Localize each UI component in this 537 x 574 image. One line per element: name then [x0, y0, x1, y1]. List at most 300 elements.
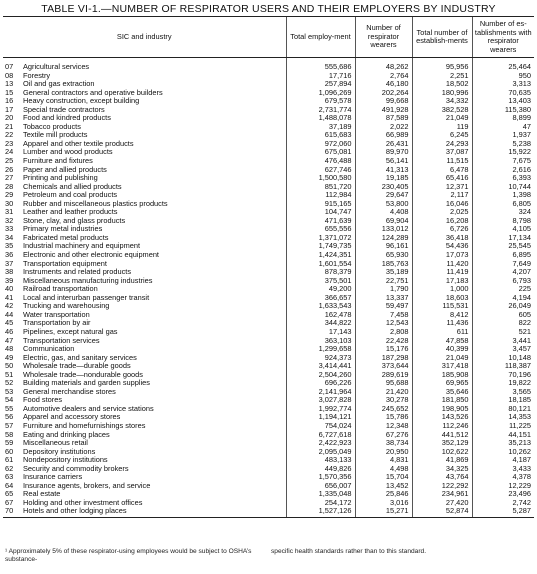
respirator-wearers-cell: 1,790	[355, 285, 412, 294]
establishments-with-wearers-cell: 3,433	[472, 465, 534, 474]
employment-cell: 915,165	[286, 200, 355, 209]
sic-code: 07	[5, 62, 14, 71]
sic-industry-cell	[3, 388, 286, 397]
table-row	[3, 208, 534, 217]
establishments-with-wearers-cell: 11,225	[472, 422, 534, 431]
table-row	[3, 294, 534, 303]
establishments-cell: 43,764	[412, 473, 472, 482]
sic-industry-cell	[3, 465, 286, 474]
establishments-cell: 37,087	[412, 148, 472, 157]
establishments-cell: 198,905	[412, 405, 472, 414]
sic-code: 31	[5, 208, 14, 217]
industry-name: Primary metal industries	[23, 225, 103, 234]
sic-industry-cell	[3, 431, 286, 440]
employment-cell: 1,299,658	[286, 345, 355, 354]
sic-code: 56	[5, 413, 14, 422]
col-header-establishments: Total number of establish-ments	[412, 17, 472, 58]
establishments-cell: 24,293	[412, 140, 472, 149]
respirator-wearers-cell: 59,497	[355, 302, 412, 311]
table-row	[3, 337, 534, 346]
employment-cell: 483,133	[286, 456, 355, 465]
industry-name: Miscellaneous manufacturing industries	[23, 276, 153, 285]
establishments-cell: 18,502	[412, 80, 472, 89]
respirator-wearers-cell: 2,022	[355, 123, 412, 132]
sic-industry-cell	[3, 482, 286, 491]
establishments-with-wearers-cell: 4,105	[472, 225, 534, 234]
industry-name: Apparel and other textile products	[23, 139, 134, 148]
establishments-cell: 21,049	[412, 114, 472, 123]
sic-industry-cell	[3, 345, 286, 354]
sic-code: 55	[5, 404, 14, 413]
establishments-with-wearers-cell: 35,213	[472, 439, 534, 448]
establishments-cell: 27,420	[412, 499, 472, 508]
sic-code: 46	[5, 327, 14, 336]
table-row	[3, 319, 534, 328]
employment-cell: 1,527,126	[286, 507, 355, 517]
employment-cell: 17,716	[286, 72, 355, 81]
sic-code: 49	[5, 353, 14, 362]
establishments-cell: 6,478	[412, 166, 472, 175]
sic-industry-cell	[3, 234, 286, 243]
industry-name: Eating and drinking places	[23, 430, 110, 439]
industry-name: Furniture and fixtures	[23, 157, 93, 166]
table-row	[3, 174, 534, 183]
respirator-wearers-cell: 38,734	[355, 439, 412, 448]
industry-name: Transportation equipment	[23, 259, 107, 268]
establishments-with-wearers-cell: 19,822	[472, 379, 534, 388]
sic-industry-cell	[3, 396, 286, 405]
table-row	[3, 302, 534, 311]
respirator-wearers-cell: 67,276	[355, 431, 412, 440]
industry-name: Security and commodity brokers	[23, 464, 129, 473]
sic-industry-cell	[3, 379, 286, 388]
employment-cell: 1,335,048	[286, 490, 355, 499]
industry-name: Tobacco products	[23, 122, 81, 131]
sic-industry-cell	[3, 405, 286, 414]
employment-cell: 449,826	[286, 465, 355, 474]
establishments-cell: 317,418	[412, 362, 472, 371]
employment-cell: 49,200	[286, 285, 355, 294]
sic-code: 27	[5, 174, 14, 183]
sic-code: 38	[5, 268, 14, 277]
establishments-with-wearers-cell: 8,899	[472, 114, 534, 123]
sic-code: 32	[5, 216, 14, 225]
industry-name: General contractors and operative builders	[23, 88, 163, 97]
establishments-cell: 21,049	[412, 354, 472, 363]
table-row	[3, 456, 534, 465]
sic-code: 26	[5, 165, 14, 174]
sic-industry-cell	[3, 114, 286, 123]
establishments-with-wearers-cell: 10,148	[472, 354, 534, 363]
sic-code: 53	[5, 387, 14, 396]
establishments-with-wearers-cell: 2,742	[472, 499, 534, 508]
establishments-cell: 34,332	[412, 97, 472, 106]
establishments-with-wearers-cell: 2,616	[472, 166, 534, 175]
employment-cell: 344,822	[286, 319, 355, 328]
sic-industry-cell	[3, 362, 286, 371]
establishments-with-wearers-cell: 25,545	[472, 242, 534, 251]
respirator-wearers-cell: 7,458	[355, 311, 412, 320]
table-row	[3, 388, 534, 397]
employment-cell: 254,172	[286, 499, 355, 508]
employment-cell: 375,501	[286, 277, 355, 286]
establishments-with-wearers-cell: 10,262	[472, 448, 534, 457]
industry-name: Special trade contractors	[23, 105, 105, 114]
establishments-cell: 18,603	[412, 294, 472, 303]
table-row	[3, 114, 534, 123]
table-body	[3, 58, 534, 518]
table-row	[3, 58, 534, 72]
respirator-wearers-cell: 21,420	[355, 388, 412, 397]
establishments-cell: 41,869	[412, 456, 472, 465]
industry-name: Automotive dealers and service stations	[23, 404, 154, 413]
sic-industry-cell	[3, 183, 286, 192]
table-row	[3, 260, 534, 269]
employment-cell: 104,747	[286, 208, 355, 217]
table-row	[3, 379, 534, 388]
table-row	[3, 268, 534, 277]
sic-industry-cell	[3, 58, 286, 72]
establishments-with-wearers-cell: 118,387	[472, 362, 534, 371]
establishments-cell: 6,726	[412, 225, 472, 234]
employment-cell: 1,371,072	[286, 234, 355, 243]
sic-code: 65	[5, 490, 14, 499]
respirator-wearers-cell: 20,950	[355, 448, 412, 457]
employment-cell: 2,141,964	[286, 388, 355, 397]
industry-name: Printing and publishing	[23, 174, 98, 183]
respirator-wearers-cell: 289,619	[355, 371, 412, 380]
sic-code: 30	[5, 199, 14, 208]
employment-cell: 37,189	[286, 123, 355, 132]
establishments-with-wearers-cell: 3,441	[472, 337, 534, 346]
establishments-cell: 382,528	[412, 106, 472, 115]
table-row	[3, 225, 534, 234]
col-header-respirator-wearers: Number of respirator wearers	[355, 17, 412, 58]
employment-cell: 1,749,735	[286, 242, 355, 251]
establishments-cell: 115,531	[412, 302, 472, 311]
table-row	[3, 80, 534, 89]
employment-cell: 6,727,618	[286, 431, 355, 440]
industry-name: Furniture and homefurnishings stores	[23, 421, 146, 430]
sic-industry-cell	[3, 140, 286, 149]
sic-code: 60	[5, 447, 14, 456]
establishments-cell: 8,412	[412, 311, 472, 320]
sic-industry-cell	[3, 473, 286, 482]
establishments-with-wearers-cell: 47	[472, 123, 534, 132]
sic-code: 37	[5, 259, 14, 268]
table-row	[3, 499, 534, 508]
table-row	[3, 140, 534, 149]
table-row	[3, 200, 534, 209]
sic-code: 58	[5, 430, 14, 439]
establishments-cell: 112,246	[412, 422, 472, 431]
respirator-wearers-cell: 48,262	[355, 58, 412, 72]
sic-code: 28	[5, 182, 14, 191]
respirator-wearers-cell: 53,800	[355, 200, 412, 209]
industry-name: Paper and allied products	[23, 165, 107, 174]
establishments-cell: 1,000	[412, 285, 472, 294]
establishments-with-wearers-cell: 13,403	[472, 97, 534, 106]
establishments-with-wearers-cell: 14,353	[472, 413, 534, 422]
sic-code: 42	[5, 302, 14, 311]
establishments-with-wearers-cell: 4,187	[472, 456, 534, 465]
establishments-cell: 441,512	[412, 431, 472, 440]
industry-name: Water transportation	[23, 310, 90, 319]
sic-code: 67	[5, 498, 14, 507]
respirator-wearers-cell: 245,652	[355, 405, 412, 414]
sic-code: 70	[5, 507, 14, 516]
footnote-left: ¹ Approximately 5% of these respirator-using employees would be subject to OSHA’s substance-	[5, 548, 252, 563]
sic-industry-cell	[3, 448, 286, 457]
establishments-with-wearers-cell: 17,134	[472, 234, 534, 243]
respirator-wearers-cell: 22,751	[355, 277, 412, 286]
establishments-with-wearers-cell: 12,229	[472, 482, 534, 491]
table-row	[3, 131, 534, 140]
employment-cell: 363,103	[286, 337, 355, 346]
establishments-cell: 16,046	[412, 200, 472, 209]
table-row	[3, 183, 534, 192]
establishments-with-wearers-cell: 15,922	[472, 148, 534, 157]
industry-name: Hotels and other lodging places	[23, 507, 127, 516]
establishments-with-wearers-cell: 4,378	[472, 473, 534, 482]
sic-industry-cell	[3, 302, 286, 311]
establishments-with-wearers-cell: 605	[472, 311, 534, 320]
table-row	[3, 285, 534, 294]
sic-code: 40	[5, 285, 14, 294]
employment-cell: 696,226	[286, 379, 355, 388]
establishments-cell: 35,646	[412, 388, 472, 397]
establishments-cell: 69,965	[412, 379, 472, 388]
sic-industry-cell	[3, 328, 286, 337]
table-title: TABLE VI-1.—NUMBER OF RESPIRATOR USERS AND THEIR EMPLOYERS BY INDUSTRY	[41, 3, 496, 15]
industry-name: Transportation services	[23, 336, 100, 345]
establishments-with-wearers-cell: 324	[472, 208, 534, 217]
establishments-cell: 40,399	[412, 345, 472, 354]
table-row	[3, 234, 534, 243]
respirator-wearers-cell: 99,668	[355, 97, 412, 106]
industry-name: Real estate	[23, 490, 61, 499]
industry-name: Oil and gas extraction	[23, 80, 95, 89]
industry-name: Leather and leather products	[23, 208, 118, 217]
establishments-cell: 54,436	[412, 242, 472, 251]
footnote-right: specific health standards rather than to this standard.	[271, 548, 427, 555]
establishments-with-wearers-cell: 6,805	[472, 200, 534, 209]
sic-industry-cell	[3, 371, 286, 380]
respirator-wearers-cell: 25,846	[355, 490, 412, 499]
establishments-cell: 611	[412, 328, 472, 337]
employment-cell: 878,379	[286, 268, 355, 277]
respirator-wearers-cell: 56,141	[355, 157, 412, 166]
sic-code: 20	[5, 114, 14, 123]
industry-name: Wholesale trade—durable goods	[23, 362, 131, 371]
industry-name: Food stores	[23, 396, 63, 405]
establishments-with-wearers-cell: 950	[472, 72, 534, 81]
sic-code: 64	[5, 481, 14, 490]
employment-cell: 655,556	[286, 225, 355, 234]
establishments-with-wearers-cell: 6,393	[472, 174, 534, 183]
sic-code: 61	[5, 456, 14, 465]
table-row	[3, 413, 534, 422]
table-row	[3, 277, 534, 286]
respirator-wearers-cell: 185,763	[355, 260, 412, 269]
sic-industry-cell	[3, 251, 286, 260]
establishments-with-wearers-cell: 822	[472, 319, 534, 328]
respirator-wearers-cell: 124,289	[355, 234, 412, 243]
sic-industry-cell	[3, 319, 286, 328]
establishments-with-wearers-cell: 7,649	[472, 260, 534, 269]
respirator-wearers-cell: 491,928	[355, 106, 412, 115]
respirator-wearers-cell: 19,185	[355, 174, 412, 183]
respirator-wearers-cell: 87,589	[355, 114, 412, 123]
sic-industry-cell	[3, 217, 286, 226]
respirator-wearers-cell: 69,904	[355, 217, 412, 226]
establishments-cell: 6,245	[412, 131, 472, 140]
respirator-wearers-cell: 202,264	[355, 89, 412, 98]
respirator-wearers-cell: 2,808	[355, 328, 412, 337]
employment-cell: 2,731,774	[286, 106, 355, 115]
sic-industry-cell	[3, 456, 286, 465]
table-row	[3, 439, 534, 448]
employment-cell: 17,143	[286, 328, 355, 337]
establishments-with-wearers-cell: 1,398	[472, 191, 534, 200]
sic-industry-cell	[3, 354, 286, 363]
sic-industry-cell	[3, 277, 286, 286]
establishments-with-wearers-cell: 3,457	[472, 345, 534, 354]
employment-cell: 924,373	[286, 354, 355, 363]
sic-industry-cell	[3, 285, 286, 294]
establishments-cell: 11,420	[412, 260, 472, 269]
respirator-wearers-cell: 4,498	[355, 465, 412, 474]
establishments-cell: 65,416	[412, 174, 472, 183]
establishments-cell: 16,208	[412, 217, 472, 226]
sic-industry-cell	[3, 166, 286, 175]
industry-name: Insurance carriers	[23, 473, 83, 482]
industry-name: Miscellaneous retail	[23, 439, 88, 448]
table-row	[3, 191, 534, 200]
establishments-cell: 102,622	[412, 448, 472, 457]
establishments-cell: 52,874	[412, 507, 472, 517]
establishments-with-wearers-cell: 225	[472, 285, 534, 294]
employment-cell: 112,984	[286, 191, 355, 200]
industry-name: Heavy construction, except building	[23, 97, 140, 106]
table-row	[3, 396, 534, 405]
table-row	[3, 448, 534, 457]
industry-name: Petroleum and coal products	[23, 191, 118, 200]
table-row	[3, 72, 534, 81]
sic-code: 29	[5, 191, 14, 200]
table-row	[3, 217, 534, 226]
employment-cell: 555,686	[286, 58, 355, 72]
table-row	[3, 166, 534, 175]
employment-cell: 1,488,078	[286, 114, 355, 123]
establishments-cell: 185,908	[412, 371, 472, 380]
sic-industry-cell	[3, 174, 286, 183]
establishments-with-wearers-cell: 1,937	[472, 131, 534, 140]
establishments-cell: 11,515	[412, 157, 472, 166]
industry-name: Lumber and wood products	[23, 148, 113, 157]
sic-industry-cell	[3, 148, 286, 157]
sic-code: 22	[5, 131, 14, 140]
establishments-with-wearers-cell: 80,121	[472, 405, 534, 414]
employment-cell: 679,578	[286, 97, 355, 106]
sic-code: 63	[5, 473, 14, 482]
industry-name: Industrial machinery and equipment	[23, 242, 141, 251]
sic-code: 57	[5, 421, 14, 430]
sic-industry-cell	[3, 191, 286, 200]
respirator-wearers-cell: 187,298	[355, 354, 412, 363]
sic-industry-cell	[3, 208, 286, 217]
sic-industry-cell	[3, 490, 286, 499]
employment-cell: 471,639	[286, 217, 355, 226]
respirator-wearers-cell: 4,408	[355, 208, 412, 217]
industry-name: Railroad transportation	[23, 285, 98, 294]
employment-cell: 1,500,580	[286, 174, 355, 183]
establishments-with-wearers-cell: 8,798	[472, 217, 534, 226]
table-row	[3, 345, 534, 354]
establishments-cell: 143,526	[412, 413, 472, 422]
sic-code: 48	[5, 345, 14, 354]
industry-name: Forestry	[23, 71, 51, 80]
industry-name: Agricultural services	[23, 62, 90, 71]
establishments-with-wearers-cell: 26,049	[472, 302, 534, 311]
establishments-with-wearers-cell: 115,380	[472, 106, 534, 115]
sic-industry-cell	[3, 439, 286, 448]
employment-cell: 972,060	[286, 140, 355, 149]
establishments-cell: 17,073	[412, 251, 472, 260]
sic-industry-cell	[3, 413, 286, 422]
employment-cell: 851,720	[286, 183, 355, 192]
table-row	[3, 371, 534, 380]
respirator-wearers-cell: 12,543	[355, 319, 412, 328]
respirator-wearers-cell: 15,704	[355, 473, 412, 482]
sic-industry-cell	[3, 507, 286, 517]
respirator-wearers-cell: 89,970	[355, 148, 412, 157]
industry-name: Chemicals and allied products	[23, 182, 122, 191]
sic-industry-cell	[3, 294, 286, 303]
establishments-with-wearers-cell: 3,313	[472, 80, 534, 89]
sic-industry-cell	[3, 106, 286, 115]
establishments-with-wearers-cell: 7,675	[472, 157, 534, 166]
establishments-with-wearers-cell: 18,185	[472, 396, 534, 405]
sic-industry-cell	[3, 200, 286, 209]
establishments-with-wearers-cell: 44,151	[472, 431, 534, 440]
employment-cell: 675,081	[286, 148, 355, 157]
establishments-cell: 119	[412, 123, 472, 132]
establishments-cell: 17,183	[412, 277, 472, 286]
sic-industry-cell	[3, 89, 286, 98]
table-row	[3, 431, 534, 440]
employment-cell: 1,633,543	[286, 302, 355, 311]
employment-cell: 3,027,828	[286, 396, 355, 405]
respirator-wearers-cell: 12,348	[355, 422, 412, 431]
col-header-employment: Total employ-ment	[286, 17, 355, 58]
establishments-cell: 352,129	[412, 439, 472, 448]
respirator-wearers-cell: 3,016	[355, 499, 412, 508]
respirator-wearers-cell: 41,313	[355, 166, 412, 175]
employment-cell: 2,095,049	[286, 448, 355, 457]
respirator-wearers-cell: 13,337	[355, 294, 412, 303]
sic-code: 34	[5, 233, 14, 242]
industry-name: Textile mill products	[23, 131, 88, 140]
respirator-wearers-cell: 22,428	[355, 337, 412, 346]
establishments-cell: 95,956	[412, 58, 472, 72]
sic-code: 17	[5, 105, 14, 114]
industry-name: Electric, gas, and sanitary services	[23, 353, 137, 362]
employment-cell: 1,601,554	[286, 260, 355, 269]
respirator-wearers-cell: 96,161	[355, 242, 412, 251]
table-row	[3, 123, 534, 132]
table-row	[3, 242, 534, 251]
